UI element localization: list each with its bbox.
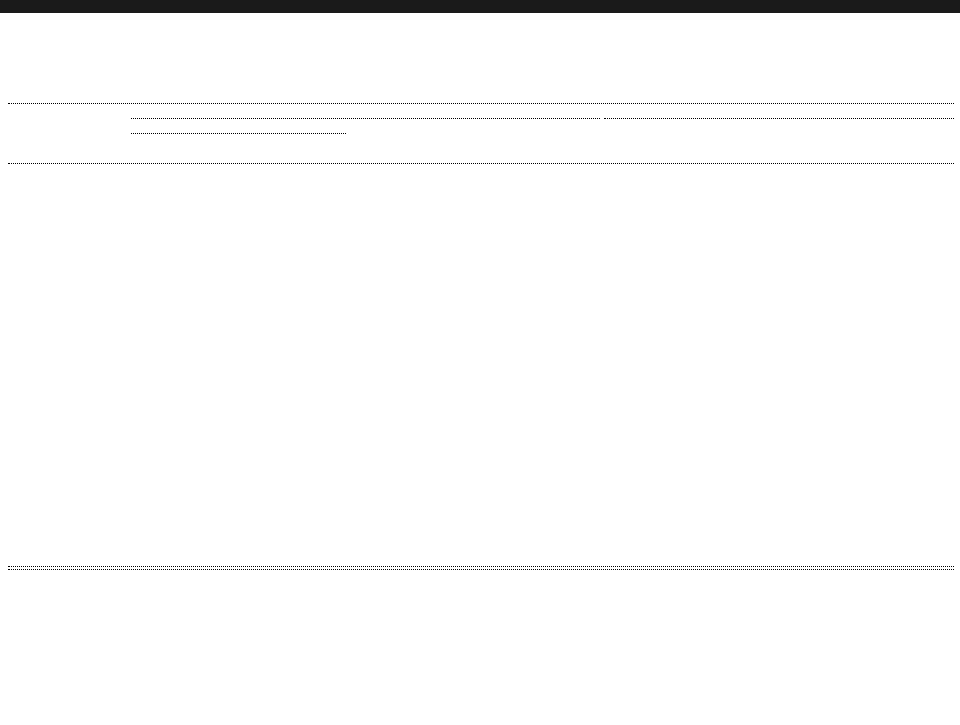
header-bottom-rule [8, 163, 954, 164]
top-rule [8, 103, 954, 104]
konkurser-rule-2 [604, 118, 954, 119]
total-top-rule [8, 566, 954, 567]
foretag-rule [131, 133, 346, 134]
konkurser-rule-1 [131, 118, 600, 119]
running-header [0, 0, 960, 13]
bottom-rule [8, 569, 954, 570]
